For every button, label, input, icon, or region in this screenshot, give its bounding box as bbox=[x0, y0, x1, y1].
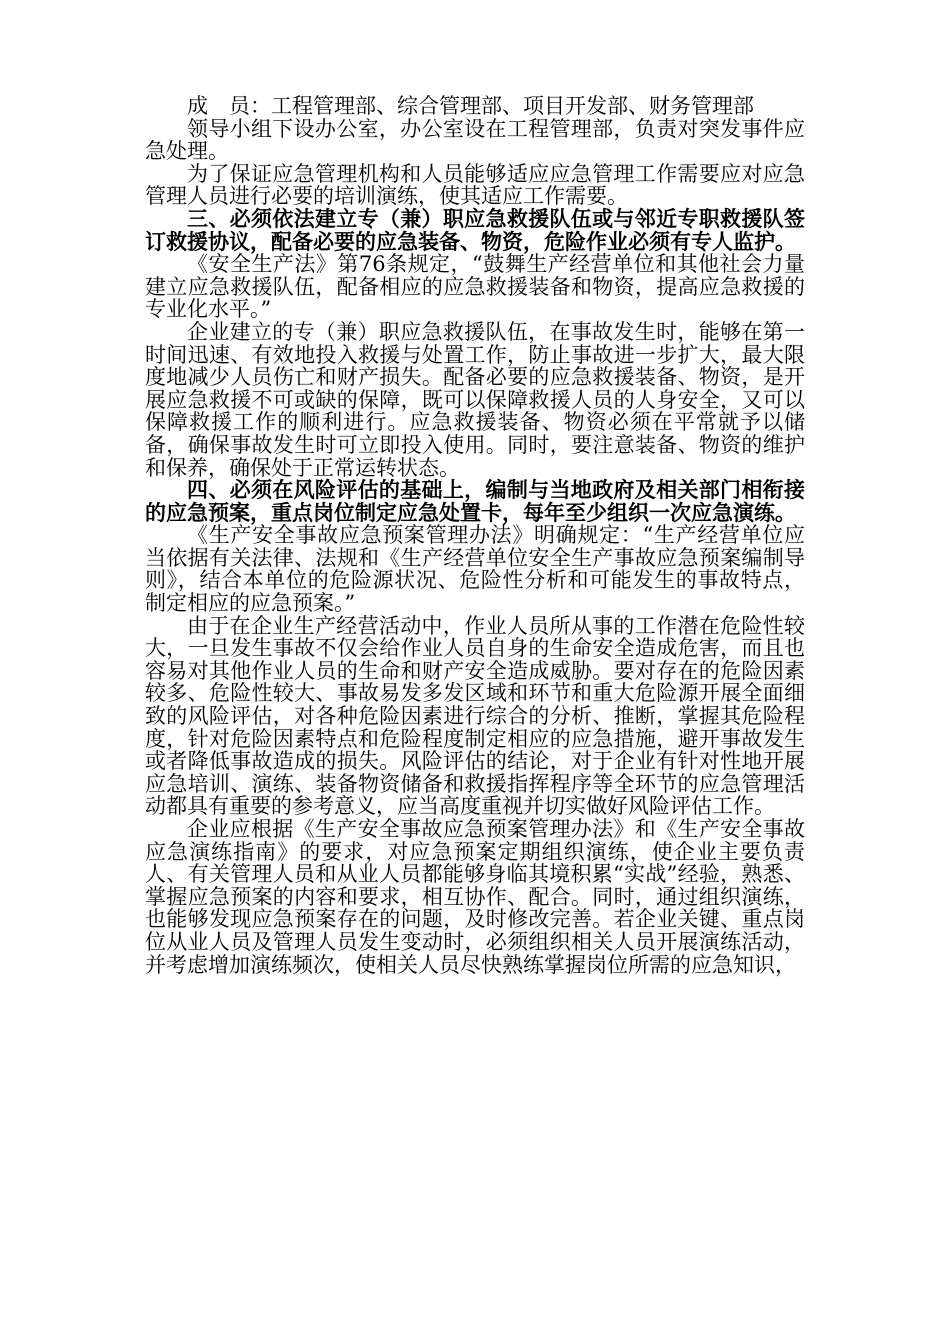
emergency-plan-rule-paragraph: 《生产安全事故应急预案管理办法》明确规定：“生产经营单位应当依据有关法律、法规和《生产经营单位安全生产事故应急预案编制导则》，结合本单位的危险源状况、危险性分析和可能发生的事故特点，制定相应的应急预案。” bbox=[145, 523, 805, 616]
training-paragraph: 为了保证应急管理机构和人员能够适应应急管理工作需要应对应急管理人员进行必要的培训演练，使其适应工作需要。 bbox=[145, 161, 805, 209]
document-page bbox=[145, 95, 805, 976]
safety-law-quote-paragraph: 《安全生产法》第76条规定，“鼓舞生产经营单位和其他社会力量建立应急救援队伍，配备相应的应急救援装备和物资，提高应急救援的专业化水平。” bbox=[145, 252, 805, 322]
office-paragraph: 领导小组下设办公室，办公室设在工程管理部，负责对突发事件应急处理。 bbox=[145, 116, 805, 164]
rescue-team-paragraph: 企业建立的专（兼）职应急救援队伍，在事故发生时，能够在第一时间迅速、有效地投入救援与处置工作，防止事故进一步扩大，最大限度地减少人员伤亡和财产损失。配备必要的应急救援装备、物资，是开展应急救援不可或缺的保障，既可以保障救援人员的人身安全，又可以保障救援工作的顺利进行。应急救援装备、物资必须在平常就予以储备，确保事故发生时可立即投入使用。同时，要注意装备、物资的维护和保养，确保处于正常运转状态。 bbox=[145, 319, 805, 480]
section-four-heading: 四、必须在风险评估的基础上，编制与当地政府及相关部门相衔接的应急预案，重点岗位制定应急处置卡，每年至少组织一次应急演练。 bbox=[145, 477, 805, 525]
section-three-heading: 三、必须依法建立专（兼）职应急救援队伍或与邻近专职救援队签订救援协议，配备必要的应急装备、物资，危险作业必须有专人监护。 bbox=[145, 205, 805, 254]
risk-assessment-paragraph: 由于在企业生产经营活动中，作业人员所从事的工作潜在危险性较大，一旦发生事故不仅会给作业人员自身的生命安全造成危害，而且也容易对其他作业人员的生命和财产安全造成威胁。要对存在的危险因素较多、危险性较大、事故易发多发区域和环节和重大危险源开展全面细致的风险评估，对各种危险因素进行综合的分析、推断，掌握其危险程度，针对危险因素特点和危险程度制定相应的应急措施，避开事故发生或者降低事故造成的损失。风险评估的结论，对于企业有针对性地开展应急培训、演练、装备物资储备和救援指挥程序等全环节的应急管理活动都具有重要的参考意义，应当高度重视并切实做好风险评估工作。 bbox=[145, 613, 805, 819]
drill-paragraph: 企业应根据《生产安全事故应急预案管理办法》和《生产安全事故应急演练指南》的要求，对应急预案定期组织演练，使企业主要负责人、有关管理人员和从业人员都能够身临其境积累“实战”经验，熟悉、掌握应急预案的内容和要求，相互协作、配合。同时，通过组织演练，也能够发现应急预案存在的问题，及时修改完善。若企业关键、重点岗位从业人员及管理人员发生变动时，必须组织相关人员开展演练活动，并考虑增加演练频次，使相关人员尽快熟练掌握岗位所需的应急知识， bbox=[145, 817, 805, 977]
members-paragraph: 成 员：工程管理部、综合管理部、项目开发部、财务管理部 bbox=[187, 94, 754, 118]
